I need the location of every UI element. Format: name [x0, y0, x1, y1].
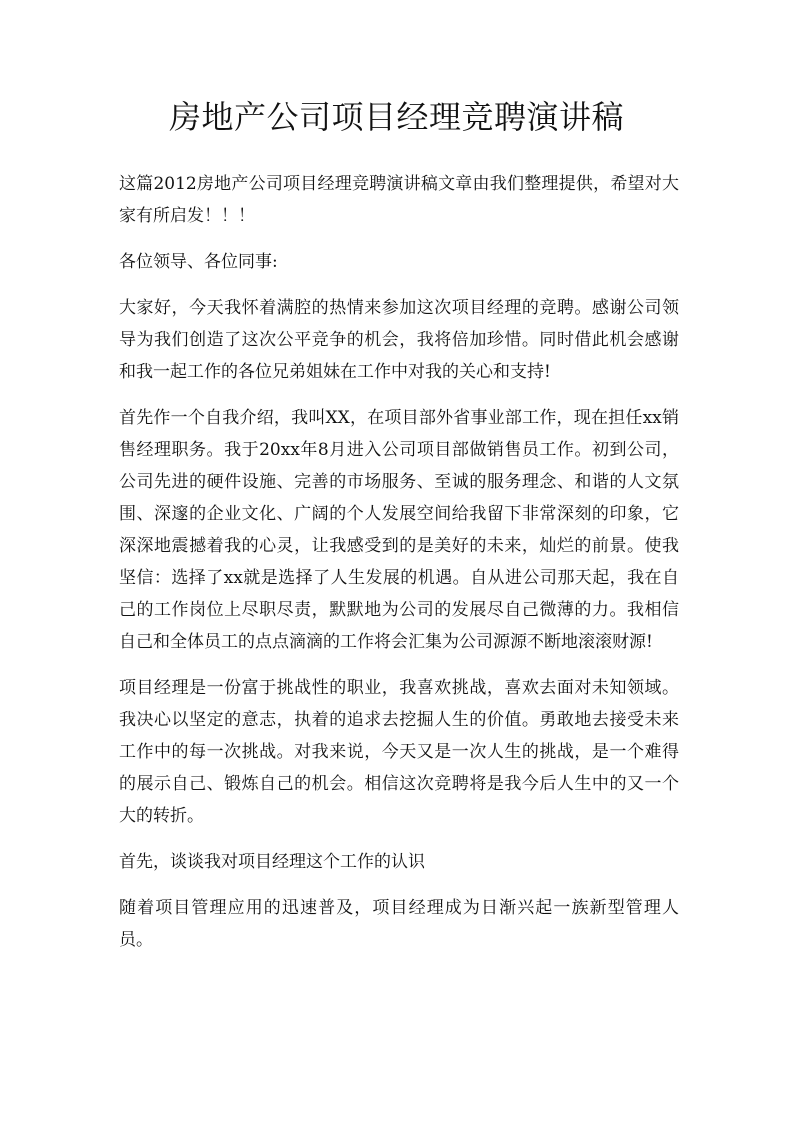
- self-introduction-paragraph: 首先作一个自我介绍，我叫XX，在项目部外省事业部工作，现在担任xx销售经理职务。我于20xx年8月进入公司项目部做销售员工作。初到公司，公司先进的硬件设施、完善的市场服务、至诚的服务理念、和谐的人文氛围、深邃的企业文化、广阔的个人发展空间给我留下非常深刻的印象，它深深地震撼着我的心灵，让我感受到的是美好的未来，灿烂的前景。使我坚信：选择了xx就是选择了人生发展的机遇。自从进公司那天起，我在自己的工作岗位上尽职尽责，默默地为公司的发展尽自己微薄的力。我相信自己和全体员工的点点滴滴的工作将会汇集为公司源源不断地滚滚财源!: [119, 408, 679, 652]
- section-heading-paragraph: 首先，谈谈我对项目经理这个工作的认识: [119, 852, 425, 872]
- intro-paragraph: 这篇2012房地产公司项目经理竞聘演讲稿文章由我们整理提供，希望对大家有所启发！！！: [119, 174, 679, 226]
- challenge-paragraph: 项目经理是一份富于挑战性的职业，我喜欢挑战，喜欢去面对未知领域。我决心以坚定的意志，执着的追求去挖掘人生的价值。勇敢地去接受未来工作中的每一次挑战。对我来说，今天又是一次人生的挑战，是一个难得的展示自己、锻炼自己的机会。相信这次竞聘将是我今后人生中的又一个大的转折。: [119, 678, 679, 826]
- page-title: 房地产公司项目经理竞聘演讲稿: [168, 98, 624, 136]
- project-management-paragraph: 随着项目管理应用的迅速普及，项目经理成为日渐兴起一族新型管理人员。: [119, 898, 679, 950]
- document-body: [119, 168, 679, 970]
- salutation-paragraph: 各位领导、各位同事:: [119, 252, 278, 272]
- greeting-paragraph: 大家好，今天我怀着满腔的热情来参加这次项目经理的竞聘。感谢公司领导为我们创造了这次公平竞争的机会，我将倍加珍惜。同时借此机会感谢和我一起工作的各位兄弟姐妹在工作中对我的关心和支持!: [119, 298, 679, 382]
